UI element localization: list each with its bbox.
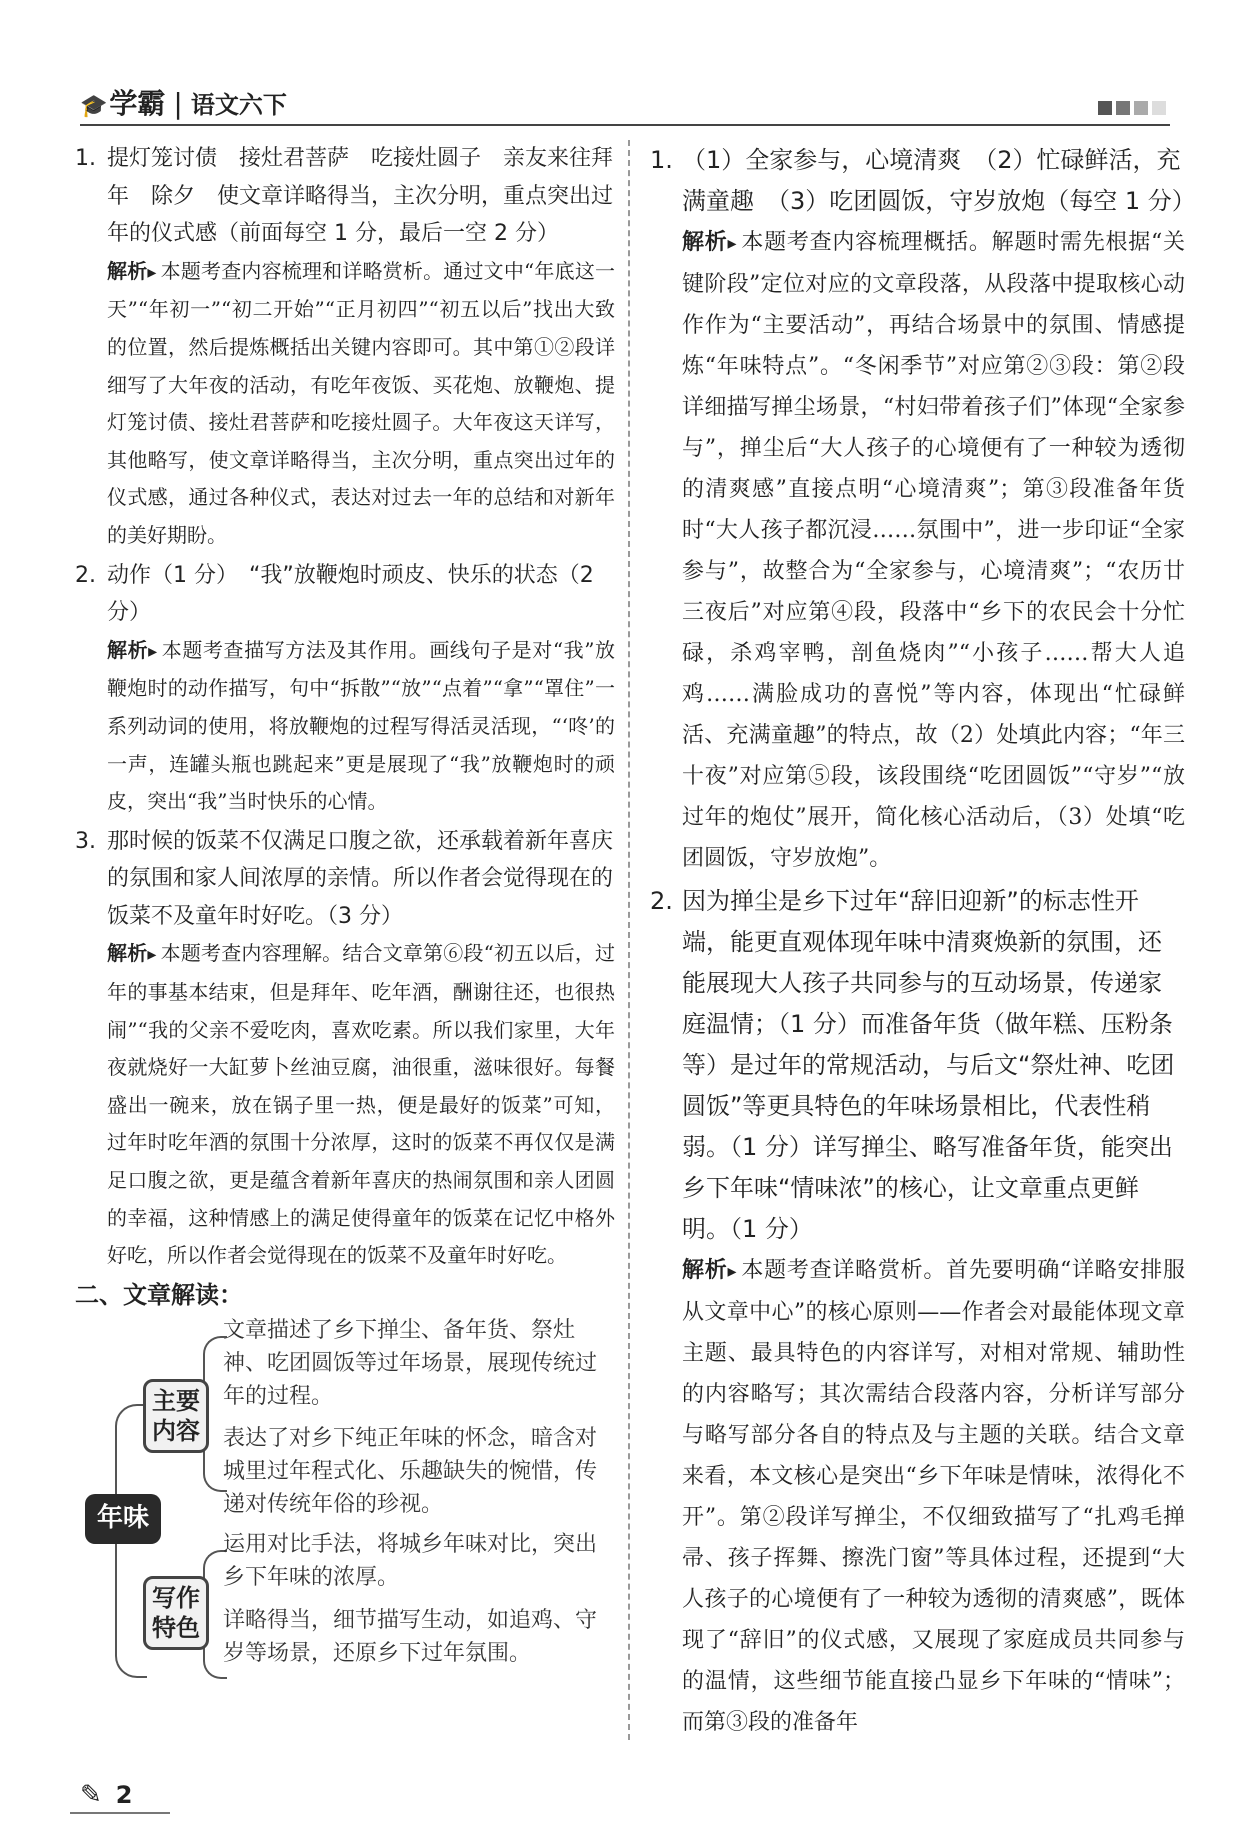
mindmap-leaf: 详略得当，细节描写生动，如追鸡、守岁等场景，还原乡下过年氛围。 <box>223 1608 598 1667</box>
answer-text: （1）全家参与，心境清爽 （2）忙碌鲜活，充满童趣 （3）吃团圆饭，守岁放炮（每空 1 分） <box>682 146 1196 215</box>
mindmap-branch-writing-features: 写作特色 <box>143 1576 209 1650</box>
square-icon <box>1116 101 1130 115</box>
item-number: 3. <box>75 828 96 854</box>
subject-title: 语文六下 <box>190 91 287 119</box>
item-number: 2. <box>650 887 673 915</box>
answer-text: 那时候的饭菜不仅满足口腹之欲，还承载着新年喜庆的氛围和家人间浓厚的亲情。所以作者会觉得现在的饭菜不及童年时好吃。（3 分） <box>107 828 614 929</box>
answer-text: 提灯笼讨债 接灶君菩萨 吃接灶圆子 亲友来往拜年 除夕 使文章详略得当，主次分明，重点突出过年的仪式感（前面每空 1 分，最后一空 2 分） <box>107 146 614 247</box>
answer-item <box>75 823 615 1275</box>
analysis-tag: 解析 ▸ <box>107 259 160 283</box>
mind-map <box>75 1314 615 1714</box>
mindmap-center: 年味 <box>85 1494 161 1544</box>
analysis-text: 本题考查内容梳理和详略赏析。通过文中“年底这一天”“年初一”“初二开始”“正月初四”“初五以后”找出大致的位置，然后提炼概括出关键内容即可。其中第①②段详细写了大年夜的活动，有吃年夜饭、买花炮、放鞭炮、提灯笼讨债、接灶君菩萨和吃接灶圆子。大年夜这天详写，其他略写，使文章详略得当，主次分明，重点突出过年的仪式感，通过各种仪式，表达对过去一年的总结和对新年的美好期盼。 <box>107 258 616 547</box>
analysis-text: 本题考查详略赏析。首先要明确“详略安排服从文章中心”的核心原则——作者会对最能体现文章主题、最具特色的内容详写，对相对常规、辅助性的内容略写；其次需结合段落内容，分析详写部分与略写部分各自的特点及与主题的关联。结合文章来看，本文核心是突出“乡下年味是情味，浓得化不开”。第②段详写掸尘，不仅细致描写了“扎鸡毛掸帚、孩子挥舞、擦洗门窗”等具体过程，还提到“大人孩子的心境便有了一种较为透彻的清爽感”，既体现了“辞旧”的仪式感，又展现了家庭成员共同参与的温情，这些细节能直接凸显乡下年味的“情味”；而第③段的准备年 <box>682 1258 1185 1735</box>
analysis-block <box>107 935 615 1274</box>
square-icon <box>1134 101 1148 115</box>
analysis-block <box>682 1250 1185 1743</box>
analysis-block <box>107 253 615 555</box>
page-footer <box>80 1780 133 1810</box>
item-number: 1. <box>650 146 673 174</box>
column-divider <box>628 140 630 1740</box>
analysis-block <box>682 222 1185 879</box>
right-column <box>650 140 1196 1745</box>
mindmap-branch-main-content: 主要内容 <box>143 1379 209 1453</box>
analysis-text: 本题考查内容梳理概括。解题时需先根据“关键阶段”定位对应的文章段落，从段落中提取核心动作作为“主要活动”，再结合场景中的氛围、情感提炼“年味特点”。“冬闲季节”对应第②③段：第②段详细描写掸尘场景，“村妇带着孩子们”体现“全家参与”，掸尘后“大人孩子的心境便有了一种较为透彻的清爽感”直接点明“心境清爽”；第③段准备年货时“大人孩子都沉浸……氛围中”，进一步印证“全家参与”，故整合为“全家参与，心境清爽”；“农历廿三夜后”对应第④段，段落中“乡下的农民会十分忙碌，杀鸡宰鸭，剖鱼烧肉”“小孩子……帮大人追鸡……满脸成功的喜悦”等内容，体现出“忙碌鲜活、充满童趣”的特点，故（2）处填此内容；“年三十夜”对应第⑤段，该段围绕“吃团圆饭”“守岁”“放过年的炮仗”展开，简化核心活动后，（3）处填“吃团圆饭，守岁放炮”。 <box>682 230 1185 871</box>
brand-name: 学霸 <box>109 87 166 120</box>
analysis-tag: 解析 ▸ <box>107 941 160 965</box>
analysis-tag: 解析 ▸ <box>682 1258 741 1283</box>
analysis-tag: 解析 ▸ <box>682 230 741 255</box>
mindmap-leaf: 文章描述了乡下掸尘、备年货、祭灶神、吃团圆饭等过年场景，展现传统过年的过程。 <box>223 1318 598 1410</box>
footer-line <box>70 1812 170 1814</box>
answer-item <box>650 140 1196 879</box>
analysis-text: 本题考查内容理解。结合文章第⑥段“初五以后，过年的事基本结束，但是拜年、吃年酒，酬谢往还，也很热闹”“我的父亲不爱吃肉，喜欢吃素。所以我们家里，大年夜就烧好一大缸萝卜丝油豆腐，油很重，滋味很好。每餐盛出一碗来，放在锅子里一热，便是最好的饭菜”可知，过年时吃年酒的氛围十分浓厚，这时的饭菜不再仅仅是满足口腹之欲，更是蕴含着新年喜庆的热闹氛围和亲人团圆的幸福，这种情感上的满足使得童年的饭菜在记忆中格外好吃，所以作者会觉得现在的饭菜不及童年时好吃。 <box>107 941 616 1268</box>
analysis-block <box>107 632 615 821</box>
item-number: 1. <box>75 146 96 171</box>
page-header <box>80 80 1170 126</box>
section-title: 二、文章解读： <box>75 1280 243 1309</box>
answer-text: 因为掸尘是乡下过年“辞旧迎新”的标志性开端，能更直观体现年味中清爽焕新的氛围，还能展现大人孩子共同参与的互动场景，传递家庭温情；（1 分）而准备年货（做年糕、压粉条等）是过年的常规活动，与后文“祭灶神、吃团圆饭”等更具特色的年味场景相比，代表性稍弱。（1 分）详写掸尘、略写准备年货，能突出乡下年味“情味浓”的核心，让文章重点更鲜明。（1 分） <box>682 887 1175 1243</box>
square-icon <box>1098 101 1112 115</box>
answer-item <box>650 881 1185 1743</box>
page-number: 2 <box>115 1781 133 1809</box>
graduation-cap-icon: 🎓 <box>80 94 108 119</box>
left-column <box>75 140 615 1714</box>
item-number: 2. <box>75 562 96 588</box>
mindmap-leaf: 表达了对乡下纯正年味的怀念，暗含对城里过年程式化、乐趣缺失的惋惜，传递对传统年俗的珍视。 <box>223 1426 598 1518</box>
answer-item <box>75 557 615 821</box>
square-icon <box>1152 101 1166 115</box>
answer-item <box>75 140 615 555</box>
decorative-squares <box>1094 100 1166 119</box>
pencil-icon: ✎ <box>80 1780 102 1810</box>
brand-logo: 🎓学霸 | 语文六下 <box>80 87 287 120</box>
analysis-text: 本题考查描写方法及其作用。画线句子是对“我”放鞭炮时的动作描写，句中“拆散”“放”“点着”“拿”“罩住”一系列动词的使用，将放鞭炮的过程写得活灵活现，“‘咚’的一声，连罐头瓶也跳起来”更是展现了“我”放鞭炮时的顽皮，突出“我”当时快乐的心情。 <box>107 637 616 814</box>
analysis-tag: 解析 ▸ <box>107 638 161 662</box>
answer-text: 动作（1 分） “我”放鞭炮时顽皮、快乐的状态（2 分） <box>107 562 594 626</box>
mindmap-leaf: 运用对比手法，将城乡年味对比，突出乡下年味的浓厚。 <box>223 1532 598 1591</box>
